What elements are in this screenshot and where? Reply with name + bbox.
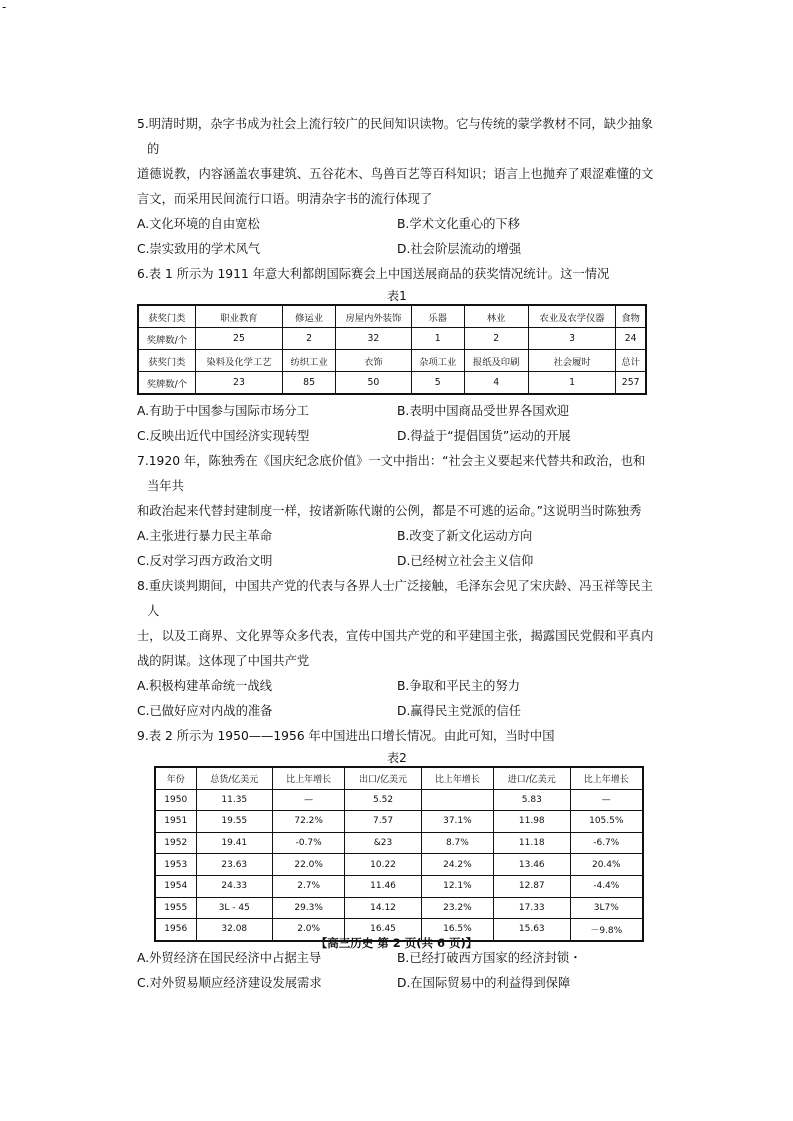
table-cell xyxy=(421,789,493,811)
table-cell: 5.52 xyxy=(345,789,422,811)
option-b: B.学术文化重心的下移 xyxy=(397,217,521,231)
question-stem-line: 9.表 2 所示为 1950——1956 年中国进出口增长情况。由此可知，当时中国 xyxy=(137,729,555,743)
question-stem-line: 5.明清时期，杂字书成为社会上流行较广的民间知识读物。它与传统的蒙学教材不同，缺少抽象的 xyxy=(137,117,653,156)
table-cell: 2 xyxy=(464,328,528,350)
option-c: C.崇实致用的学术风气 xyxy=(137,242,261,256)
table-cell: 进口/亿美元 xyxy=(494,767,571,789)
table-cell: 13.46 xyxy=(494,854,571,876)
table-cell: 纺织工业 xyxy=(283,350,336,372)
table-cell: 85 xyxy=(283,372,336,395)
table-cell: 2.0% xyxy=(273,919,345,941)
table-cell: 年份 xyxy=(155,767,196,789)
question-6 xyxy=(137,262,657,449)
table-cell: 11.98 xyxy=(494,811,571,833)
table-cell: 1950 xyxy=(155,789,196,811)
table-cell: 37.1% xyxy=(421,811,493,833)
table-cell: 24.33 xyxy=(196,875,273,897)
question-stem-line: 7.1920 年，陈独秀在《国庆纪念底价值》一文中指出：“社会主义要起来代替共和政治，也和当年共 xyxy=(137,454,646,493)
table-row xyxy=(155,767,643,789)
table-cell: 1952 xyxy=(155,832,196,854)
table-cell: 比上年增长 xyxy=(421,767,493,789)
table-cell: 14.12 xyxy=(345,897,422,919)
question-8 xyxy=(137,574,657,724)
corner-mark: - xyxy=(2,0,7,14)
table-cell: 1955 xyxy=(155,897,196,919)
table-cell: — xyxy=(273,789,345,811)
table-cell: 出口/亿美元 xyxy=(345,767,422,789)
table-cell: 房屋内外装饰 xyxy=(335,305,411,328)
options xyxy=(137,212,657,262)
option-d: D.社会阶层流动的增强 xyxy=(397,242,522,256)
option-b: B.已经打破西方国家的经济封锁・ xyxy=(397,950,582,965)
table-cell: 72.2% xyxy=(273,811,345,833)
table-cell: 比上年增长 xyxy=(570,767,643,789)
table-cell: 32.08 xyxy=(196,919,273,941)
table-cell: -4.4% xyxy=(570,875,643,897)
option-a: A.文化环境的自由宽松 xyxy=(137,217,260,231)
table-cell: 24.2% xyxy=(421,854,493,876)
table-caption: 表1 xyxy=(387,289,407,303)
table-cell: 19.41 xyxy=(196,832,273,854)
option-b: B.争取和平民主的努力 xyxy=(397,679,521,693)
table-cell: 杂项工业 xyxy=(411,350,464,372)
question-stem-line: 言文，而采用民间流行口语。明清杂字书的流行体现了 xyxy=(137,192,433,206)
table-cell: 23.2% xyxy=(421,897,493,919)
question-stem-line: 士，以及工商界、文化界等众多代表，宣传中国共产党的和平建国主张，揭露国民党假和平真内 xyxy=(137,629,654,643)
table-cell: 7.57 xyxy=(345,811,422,833)
table-cell: 3L7% xyxy=(570,897,643,919)
table-cell: 奖牌数/个 xyxy=(138,328,195,350)
table-cell: 20.4% xyxy=(570,854,643,876)
table-cell: 29.3% xyxy=(273,897,345,919)
table-row xyxy=(155,811,643,833)
option-a: A.有助于中国参与国际市场分工 xyxy=(137,404,309,418)
table-cell: 1 xyxy=(411,328,464,350)
option-a: A.积极构建革命统一战线 xyxy=(137,679,273,693)
table-cell: &23 xyxy=(345,832,422,854)
options xyxy=(137,399,657,449)
table-cell: 32 xyxy=(335,328,411,350)
table-row xyxy=(155,854,643,876)
table-cell: 10.22 xyxy=(345,854,422,876)
table-cell: 比上年增长 xyxy=(273,767,345,789)
table-cell: -0.7% xyxy=(273,832,345,854)
question-stem-line: 战的阴谋。这体现了中国共产党 xyxy=(137,654,310,668)
table-cell: 获奖门类 xyxy=(138,350,195,372)
table-cell: 职业教育 xyxy=(195,305,283,328)
option-d: D.得益于“提倡国货”运动的开展 xyxy=(397,429,571,443)
option-b: B.改变了新文化运动方向 xyxy=(397,529,533,543)
table-row xyxy=(138,372,646,395)
table-row xyxy=(155,897,643,919)
table-cell: 105.5% xyxy=(570,811,643,833)
table-cell: 1951 xyxy=(155,811,196,833)
option-d: D.已经树立社会主义信仰 xyxy=(397,554,534,568)
table-cell: 8.7% xyxy=(421,832,493,854)
question-stem-line: 6.表 1 所示为 1911 年意大利都朗国际赛会上中国送展商品的获奖情况统计。这一情况 xyxy=(137,267,610,281)
table-cell: 23 xyxy=(195,372,283,395)
table-cell: 总计 xyxy=(616,350,646,372)
table-cell: －9.8% xyxy=(570,919,643,941)
table-cell: 24 xyxy=(616,328,646,350)
option-c: C.已做好应对内战的准备 xyxy=(137,704,273,718)
table-cell: 2.7% xyxy=(273,875,345,897)
table-cell: 15.63 xyxy=(494,919,571,941)
award-table xyxy=(137,304,647,395)
question-stem-line: 道德说教，内容涵盖农事建筑、五谷花木、鸟兽百艺等百科知识；语言上也抛弃了艰涩难懂的文 xyxy=(137,167,654,181)
table-cell: 25 xyxy=(195,328,283,350)
table-row xyxy=(155,789,643,811)
table-cell: 林业 xyxy=(464,305,528,328)
option-c: C.对外贸易顺应经济建设发展需求 xyxy=(137,975,322,990)
table-cell: 5.83 xyxy=(494,789,571,811)
table-cell: 衣饰 xyxy=(335,350,411,372)
options xyxy=(137,674,657,724)
table-cell: 11.35 xyxy=(196,789,273,811)
table-cell: 17.33 xyxy=(494,897,571,919)
table-cell: 5 xyxy=(411,372,464,395)
question-stem-line: 和政治起来代替封建制度一样，按诸新陈代谢的公例，都是不可逃的运命。”这说明当时陈独秀 xyxy=(137,504,642,518)
table-cell: 奖牌数/个 xyxy=(138,372,195,395)
table-cell: — xyxy=(570,789,643,811)
table-cell: 3L - 45 xyxy=(196,897,273,919)
table-cell: 总货/亿美元 xyxy=(196,767,273,789)
question-9 xyxy=(137,724,657,996)
table-row xyxy=(155,832,643,854)
table-row xyxy=(138,328,646,350)
table-cell: 3 xyxy=(528,328,616,350)
page-footer: 【高三历史 第 2 页(共 6 页)】 xyxy=(315,936,478,950)
exam-page xyxy=(137,112,657,996)
table-cell: 257 xyxy=(616,372,646,395)
options xyxy=(137,946,657,996)
table-row xyxy=(138,305,646,328)
table-cell: 16.45 xyxy=(345,919,422,941)
table-cell: 12.1% xyxy=(421,875,493,897)
table-cell: 19.55 xyxy=(196,811,273,833)
question-7 xyxy=(137,449,657,574)
table-cell: 23.63 xyxy=(196,854,273,876)
table-cell: 11.46 xyxy=(345,875,422,897)
question-stem-line: 8.重庆谈判期间，中国共产党的代表与各界人士广泛接触，毛泽东会见了宋庆龄、冯玉祥等民主人 xyxy=(137,579,653,618)
table-cell: 1 xyxy=(528,372,616,395)
table-cell: 22.0% xyxy=(273,854,345,876)
table-caption: 表2 xyxy=(387,751,407,765)
table-cell: 1954 xyxy=(155,875,196,897)
table-cell: 2 xyxy=(283,328,336,350)
table-cell: 乐器 xyxy=(411,305,464,328)
option-c: C.反映出近代中国经济实现转型 xyxy=(137,429,310,443)
table-cell: 12.87 xyxy=(494,875,571,897)
table-row xyxy=(155,875,643,897)
table-cell: 50 xyxy=(335,372,411,395)
table-row xyxy=(138,350,646,372)
table-cell: 4 xyxy=(464,372,528,395)
table-cell: 农业及农学仪器 xyxy=(528,305,616,328)
table-cell: 修运业 xyxy=(283,305,336,328)
option-d: D.赢得民主党派的信任 xyxy=(397,704,522,718)
option-b: B.表明中国商品受世界各国欢迎 xyxy=(397,404,570,418)
option-a: A.主张进行暴力民主革命 xyxy=(137,529,273,543)
table-cell: 报纸及印刷 xyxy=(464,350,528,372)
table-cell: 获奖门类 xyxy=(138,305,195,328)
table-cell: 1956 xyxy=(155,919,196,941)
options xyxy=(137,524,657,574)
table-cell: 11.18 xyxy=(494,832,571,854)
table-cell: -6.7% xyxy=(570,832,643,854)
option-a: A.外贸经济在国民经济中占据主导 xyxy=(137,950,322,965)
option-c: C.反对学习西方政治文明 xyxy=(137,554,273,568)
trade-table xyxy=(154,766,644,942)
table-cell: 食物 xyxy=(616,305,646,328)
table-cell: 社会履时 xyxy=(528,350,616,372)
question-5 xyxy=(137,112,657,262)
table-cell: 1953 xyxy=(155,854,196,876)
option-d: D.在国际贸易中的利益得到保障 xyxy=(397,975,571,990)
table-cell: 染料及化学工艺 xyxy=(195,350,283,372)
table-cell: 16.5% xyxy=(421,919,493,941)
